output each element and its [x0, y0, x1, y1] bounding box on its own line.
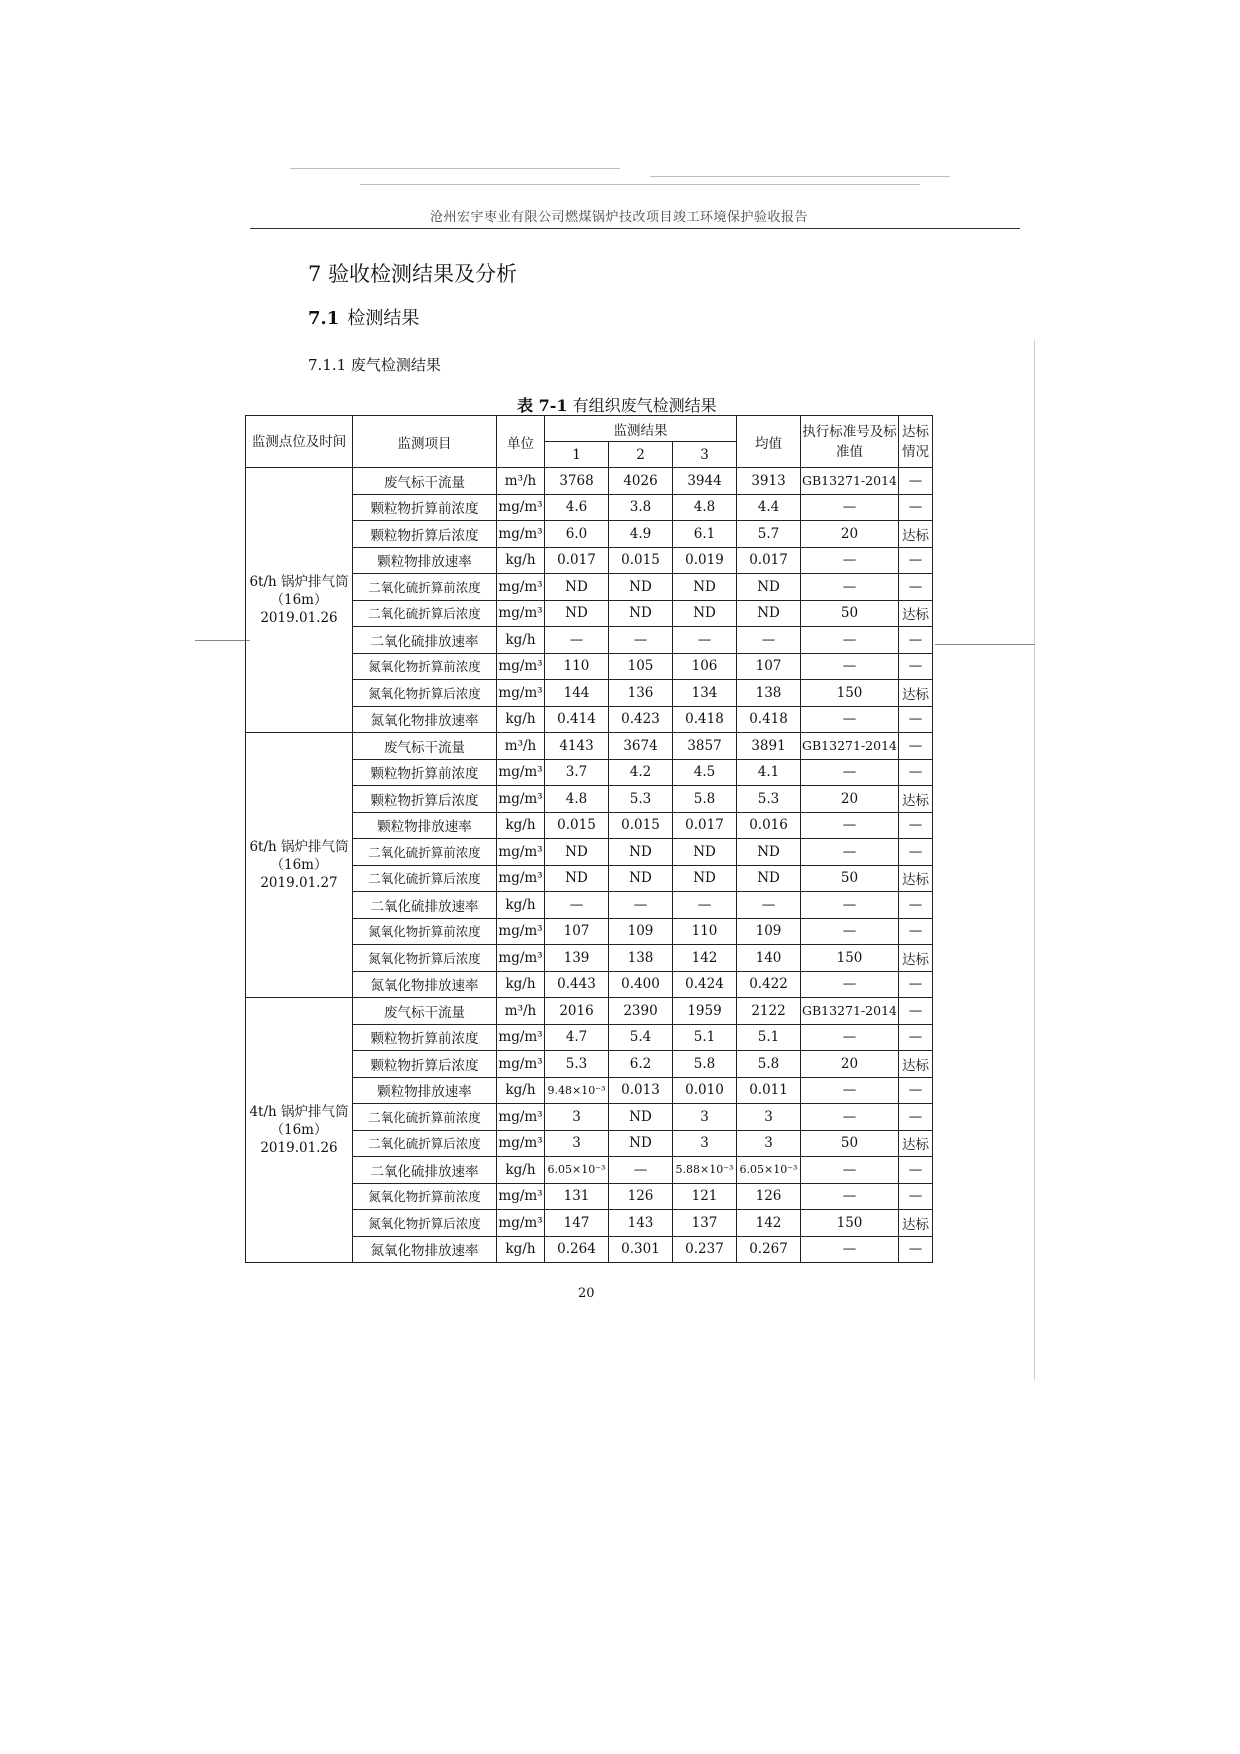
- unit-cell: kg/h: [497, 892, 545, 919]
- item-cell: 二氧化硫折算前浓度: [353, 839, 497, 866]
- run-1-cell: 9.48×10⁻³: [545, 1077, 609, 1104]
- table-row: [246, 468, 933, 495]
- unit-cell: m³/h: [497, 468, 545, 495]
- unit-cell: mg/m³: [497, 786, 545, 813]
- run-3-cell: 0.237: [673, 1236, 737, 1263]
- standard-cell: 150: [801, 680, 899, 707]
- run-1-cell: 2016: [545, 998, 609, 1025]
- item-cell: 颗粒物折算后浓度: [353, 786, 497, 813]
- run-1-cell: ND: [545, 839, 609, 866]
- mean-cell: 3: [737, 1104, 801, 1131]
- mean-cell: 0.422: [737, 971, 801, 998]
- mean-cell: 3891: [737, 733, 801, 760]
- run-3-cell: —: [673, 627, 737, 654]
- item-cell: 颗粒物排放速率: [353, 1077, 497, 1104]
- unit-cell: kg/h: [497, 1077, 545, 1104]
- run-2-cell: 105: [609, 653, 673, 680]
- run-2-cell: 5.3: [609, 786, 673, 813]
- scan-edge-dash: [195, 640, 250, 641]
- mean-cell: 0.016: [737, 812, 801, 839]
- standard-cell: GB13271-2014: [801, 468, 899, 495]
- run-2-cell: ND: [609, 574, 673, 601]
- run-3-cell: 3: [673, 1104, 737, 1131]
- status-cell: —: [899, 1024, 933, 1051]
- run-2-cell: 0.301: [609, 1236, 673, 1263]
- standard-cell: —: [801, 653, 899, 680]
- table-caption-number: 表 7-1: [517, 396, 568, 415]
- standard-cell: —: [801, 706, 899, 733]
- run-2-cell: 3.8: [609, 494, 673, 521]
- run-1-cell: 3768: [545, 468, 609, 495]
- run-1-cell: 4143: [545, 733, 609, 760]
- mean-cell: 0.267: [737, 1236, 801, 1263]
- run-2-cell: 0.015: [609, 547, 673, 574]
- header-rule: [250, 228, 1020, 229]
- scan-edge-dash: [935, 644, 1035, 645]
- unit-cell: kg/h: [497, 547, 545, 574]
- status-cell: —: [899, 759, 933, 786]
- standard-cell: —: [801, 892, 899, 919]
- standard-cell: 150: [801, 945, 899, 972]
- run-1-cell: 3.7: [545, 759, 609, 786]
- mean-cell: —: [737, 892, 801, 919]
- status-cell: —: [899, 1183, 933, 1210]
- status-cell: —: [899, 627, 933, 654]
- mean-cell: 109: [737, 918, 801, 945]
- unit-cell: mg/m³: [497, 574, 545, 601]
- run-2-cell: 2390: [609, 998, 673, 1025]
- item-cell: 颗粒物折算前浓度: [353, 1024, 497, 1051]
- item-cell: 氮氧化物折算前浓度: [353, 653, 497, 680]
- table-caption: [517, 393, 717, 416]
- standard-cell: —: [801, 918, 899, 945]
- item-cell: 氮氧化物排放速率: [353, 706, 497, 733]
- item-cell: 氮氧化物折算后浓度: [353, 680, 497, 707]
- unit-cell: mg/m³: [497, 494, 545, 521]
- mean-cell: 126: [737, 1183, 801, 1210]
- standard-cell: 20: [801, 786, 899, 813]
- status-cell: —: [899, 839, 933, 866]
- status-cell: 达标: [899, 1130, 933, 1157]
- status-cell: —: [899, 892, 933, 919]
- table-row: [246, 998, 933, 1025]
- unit-cell: mg/m³: [497, 1130, 545, 1157]
- run-3-cell: 1959: [673, 998, 737, 1025]
- run-1-cell: 4.6: [545, 494, 609, 521]
- standard-cell: —: [801, 1104, 899, 1131]
- item-cell: 颗粒物折算前浓度: [353, 759, 497, 786]
- run-1-cell: 131: [545, 1183, 609, 1210]
- header-status: 达标情况: [899, 416, 933, 468]
- run-3-cell: 137: [673, 1210, 737, 1237]
- run-3-cell: 0.019: [673, 547, 737, 574]
- unit-cell: mg/m³: [497, 839, 545, 866]
- run-2-cell: —: [609, 1157, 673, 1184]
- unit-cell: mg/m³: [497, 1104, 545, 1131]
- status-cell: 达标: [899, 865, 933, 892]
- run-3-cell: 0.010: [673, 1077, 737, 1104]
- mean-cell: 5.8: [737, 1051, 801, 1078]
- unit-cell: mg/m³: [497, 1210, 545, 1237]
- status-cell: —: [899, 998, 933, 1025]
- section-number: 7.1: [308, 308, 340, 329]
- table-body: [246, 468, 933, 1263]
- item-cell: 二氧化硫折算前浓度: [353, 574, 497, 601]
- run-2-cell: ND: [609, 839, 673, 866]
- standard-cell: —: [801, 812, 899, 839]
- mean-cell: 107: [737, 653, 801, 680]
- status-cell: —: [899, 1157, 933, 1184]
- scan-artifact-line: [360, 184, 920, 185]
- unit-cell: kg/h: [497, 971, 545, 998]
- unit-cell: mg/m³: [497, 865, 545, 892]
- standard-cell: 20: [801, 1051, 899, 1078]
- run-3-cell: 121: [673, 1183, 737, 1210]
- standard-cell: 20: [801, 521, 899, 548]
- run-1-cell: —: [545, 892, 609, 919]
- mean-cell: ND: [737, 839, 801, 866]
- item-cell: 颗粒物排放速率: [353, 812, 497, 839]
- header-results: 监测结果: [545, 416, 737, 442]
- unit-cell: kg/h: [497, 812, 545, 839]
- mean-cell: 0.011: [737, 1077, 801, 1104]
- mean-cell: 138: [737, 680, 801, 707]
- run-3-cell: 142: [673, 945, 737, 972]
- unit-cell: mg/m³: [497, 521, 545, 548]
- mean-cell: 0.017: [737, 547, 801, 574]
- run-1-cell: ND: [545, 574, 609, 601]
- run-2-cell: 5.4: [609, 1024, 673, 1051]
- unit-cell: mg/m³: [497, 653, 545, 680]
- run-2-cell: 109: [609, 918, 673, 945]
- status-cell: 达标: [899, 680, 933, 707]
- run-1-cell: 0.017: [545, 547, 609, 574]
- standard-cell: 50: [801, 1130, 899, 1157]
- status-cell: 达标: [899, 600, 933, 627]
- standard-cell: —: [801, 1236, 899, 1263]
- standard-cell: —: [801, 1183, 899, 1210]
- standard-cell: —: [801, 1157, 899, 1184]
- standard-cell: GB13271-2014: [801, 998, 899, 1025]
- run-3-cell: 3: [673, 1130, 737, 1157]
- header-run-3: 3: [673, 442, 737, 468]
- run-2-cell: 6.2: [609, 1051, 673, 1078]
- run-2-cell: 0.015: [609, 812, 673, 839]
- table-caption-title: 有组织废气检测结果: [572, 396, 717, 415]
- status-cell: —: [899, 547, 933, 574]
- item-cell: 二氧化硫折算后浓度: [353, 600, 497, 627]
- run-2-cell: 136: [609, 680, 673, 707]
- run-3-cell: ND: [673, 600, 737, 627]
- location-cell: 4t/h 锅炉排气筒（16m）2019.01.26: [246, 998, 353, 1263]
- run-1-cell: —: [545, 627, 609, 654]
- run-2-cell: 0.400: [609, 971, 673, 998]
- run-3-cell: 0.418: [673, 706, 737, 733]
- run-3-cell: 106: [673, 653, 737, 680]
- scan-artifact-line: [290, 168, 620, 169]
- mean-cell: 4.4: [737, 494, 801, 521]
- header-unit: 单位: [497, 416, 545, 468]
- mean-cell: 2122: [737, 998, 801, 1025]
- item-cell: 氮氧化物折算后浓度: [353, 945, 497, 972]
- running-header: 沧州宏宇枣业有限公司燃煤锅炉技改项目竣工环境保护验收报告: [430, 210, 809, 225]
- run-3-cell: —: [673, 892, 737, 919]
- run-3-cell: 5.1: [673, 1024, 737, 1051]
- item-cell: 二氧化硫折算前浓度: [353, 1104, 497, 1131]
- run-2-cell: 143: [609, 1210, 673, 1237]
- standard-cell: 50: [801, 865, 899, 892]
- run-3-cell: 6.1: [673, 521, 737, 548]
- unit-cell: kg/h: [497, 627, 545, 654]
- status-cell: 达标: [899, 945, 933, 972]
- run-2-cell: 138: [609, 945, 673, 972]
- mean-cell: ND: [737, 600, 801, 627]
- mean-cell: ND: [737, 865, 801, 892]
- item-cell: 废气标干流量: [353, 998, 497, 1025]
- location-cell: 6t/h 锅炉排气筒（16m）2019.01.27: [246, 733, 353, 998]
- status-cell: —: [899, 468, 933, 495]
- section-title: 检测结果: [347, 308, 420, 329]
- run-1-cell: 0.414: [545, 706, 609, 733]
- status-cell: —: [899, 1104, 933, 1131]
- status-cell: 达标: [899, 521, 933, 548]
- status-cell: —: [899, 971, 933, 998]
- item-cell: 氮氧化物折算前浓度: [353, 918, 497, 945]
- run-2-cell: ND: [609, 1104, 673, 1131]
- run-2-cell: 4.9: [609, 521, 673, 548]
- item-cell: 废气标干流量: [353, 733, 497, 760]
- run-3-cell: 4.8: [673, 494, 737, 521]
- run-3-cell: 5.8: [673, 786, 737, 813]
- run-1-cell: 0.443: [545, 971, 609, 998]
- run-3-cell: 0.424: [673, 971, 737, 998]
- status-cell: —: [899, 1236, 933, 1263]
- unit-cell: kg/h: [497, 706, 545, 733]
- emission-results-table: [245, 415, 933, 1263]
- run-2-cell: 126: [609, 1183, 673, 1210]
- run-2-cell: 0.013: [609, 1077, 673, 1104]
- standard-cell: 50: [801, 600, 899, 627]
- run-3-cell: 0.017: [673, 812, 737, 839]
- mean-cell: 5.1: [737, 1024, 801, 1051]
- mean-cell: 142: [737, 1210, 801, 1237]
- run-2-cell: ND: [609, 1130, 673, 1157]
- run-1-cell: 3: [545, 1104, 609, 1131]
- standard-cell: —: [801, 1024, 899, 1051]
- run-3-cell: 5.88×10⁻³: [673, 1157, 737, 1184]
- standard-cell: —: [801, 574, 899, 601]
- run-2-cell: 4026: [609, 468, 673, 495]
- unit-cell: mg/m³: [497, 1183, 545, 1210]
- mean-cell: 140: [737, 945, 801, 972]
- subsection-heading: 7.1.1 废气检测结果: [308, 356, 441, 374]
- run-3-cell: ND: [673, 574, 737, 601]
- item-cell: 颗粒物折算后浓度: [353, 1051, 497, 1078]
- run-1-cell: 147: [545, 1210, 609, 1237]
- status-cell: 达标: [899, 1051, 933, 1078]
- run-1-cell: 107: [545, 918, 609, 945]
- run-1-cell: 4.7: [545, 1024, 609, 1051]
- run-3-cell: ND: [673, 839, 737, 866]
- page-number: 20: [578, 1286, 595, 1301]
- run-2-cell: 3674: [609, 733, 673, 760]
- item-cell: 氮氧化物排放速率: [353, 971, 497, 998]
- run-1-cell: 139: [545, 945, 609, 972]
- status-cell: —: [899, 706, 933, 733]
- item-cell: 颗粒物折算后浓度: [353, 521, 497, 548]
- standard-cell: —: [801, 547, 899, 574]
- status-cell: —: [899, 1077, 933, 1104]
- unit-cell: kg/h: [497, 1157, 545, 1184]
- header-location: 监测点位及时间: [246, 416, 353, 468]
- status-cell: 达标: [899, 1210, 933, 1237]
- mean-cell: 3: [737, 1130, 801, 1157]
- item-cell: 二氧化硫排放速率: [353, 627, 497, 654]
- run-2-cell: 0.423: [609, 706, 673, 733]
- scan-edge-line: [1034, 340, 1035, 1380]
- item-cell: 二氧化硫排放速率: [353, 1157, 497, 1184]
- location-cell: 6t/h 锅炉排气筒（16m）2019.01.26: [246, 468, 353, 733]
- run-1-cell: 110: [545, 653, 609, 680]
- item-cell: 二氧化硫折算后浓度: [353, 1130, 497, 1157]
- item-cell: 二氧化硫排放速率: [353, 892, 497, 919]
- run-3-cell: 3857: [673, 733, 737, 760]
- item-cell: 颗粒物排放速率: [353, 547, 497, 574]
- mean-cell: 4.1: [737, 759, 801, 786]
- status-cell: —: [899, 733, 933, 760]
- run-1-cell: 6.05×10⁻³: [545, 1157, 609, 1184]
- header-mean: 均值: [737, 416, 801, 468]
- mean-cell: 5.3: [737, 786, 801, 813]
- mean-cell: 3913: [737, 468, 801, 495]
- mean-cell: —: [737, 627, 801, 654]
- run-2-cell: —: [609, 627, 673, 654]
- status-cell: —: [899, 812, 933, 839]
- status-cell: —: [899, 918, 933, 945]
- item-cell: 废气标干流量: [353, 468, 497, 495]
- run-1-cell: 144: [545, 680, 609, 707]
- unit-cell: m³/h: [497, 733, 545, 760]
- standard-cell: —: [801, 494, 899, 521]
- unit-cell: m³/h: [497, 998, 545, 1025]
- run-3-cell: 5.8: [673, 1051, 737, 1078]
- unit-cell: kg/h: [497, 1236, 545, 1263]
- unit-cell: mg/m³: [497, 918, 545, 945]
- unit-cell: mg/m³: [497, 759, 545, 786]
- run-1-cell: 0.264: [545, 1236, 609, 1263]
- run-1-cell: 3: [545, 1130, 609, 1157]
- run-3-cell: 134: [673, 680, 737, 707]
- run-1-cell: ND: [545, 865, 609, 892]
- standard-cell: —: [801, 627, 899, 654]
- run-1-cell: ND: [545, 600, 609, 627]
- run-3-cell: 4.5: [673, 759, 737, 786]
- table-row: [246, 733, 933, 760]
- unit-cell: mg/m³: [497, 600, 545, 627]
- run-1-cell: 6.0: [545, 521, 609, 548]
- mean-cell: 6.05×10⁻³: [737, 1157, 801, 1184]
- run-1-cell: 5.3: [545, 1051, 609, 1078]
- item-cell: 氮氧化物折算前浓度: [353, 1183, 497, 1210]
- table-header-row: [246, 416, 933, 442]
- run-3-cell: 110: [673, 918, 737, 945]
- mean-cell: ND: [737, 574, 801, 601]
- run-2-cell: ND: [609, 600, 673, 627]
- header-run-2: 2: [609, 442, 673, 468]
- header-run-1: 1: [545, 442, 609, 468]
- mean-cell: 5.7: [737, 521, 801, 548]
- standard-cell: —: [801, 839, 899, 866]
- header-item: 监测项目: [353, 416, 497, 468]
- run-3-cell: 3944: [673, 468, 737, 495]
- run-3-cell: ND: [673, 865, 737, 892]
- header-standard: 执行标准号及标准值: [801, 416, 899, 468]
- standard-cell: 150: [801, 1210, 899, 1237]
- unit-cell: mg/m³: [497, 1051, 545, 1078]
- item-cell: 颗粒物折算前浓度: [353, 494, 497, 521]
- chapter-title: 验收检测结果及分析: [328, 262, 518, 286]
- item-cell: 氮氧化物排放速率: [353, 1236, 497, 1263]
- status-cell: —: [899, 574, 933, 601]
- unit-cell: mg/m³: [497, 1024, 545, 1051]
- section-heading: [308, 304, 419, 330]
- standard-cell: —: [801, 1077, 899, 1104]
- run-2-cell: ND: [609, 865, 673, 892]
- standard-cell: —: [801, 759, 899, 786]
- chapter-heading: [308, 258, 517, 288]
- mean-cell: 0.418: [737, 706, 801, 733]
- unit-cell: mg/m³: [497, 680, 545, 707]
- unit-cell: mg/m³: [497, 945, 545, 972]
- run-1-cell: 4.8: [545, 786, 609, 813]
- item-cell: 氮氧化物折算后浓度: [353, 1210, 497, 1237]
- status-cell: —: [899, 494, 933, 521]
- chapter-number: 7: [308, 262, 322, 286]
- scan-artifact-line: [650, 176, 950, 177]
- item-cell: 二氧化硫折算后浓度: [353, 865, 497, 892]
- standard-cell: —: [801, 971, 899, 998]
- status-cell: —: [899, 653, 933, 680]
- status-cell: 达标: [899, 786, 933, 813]
- run-2-cell: —: [609, 892, 673, 919]
- run-2-cell: 4.2: [609, 759, 673, 786]
- run-1-cell: 0.015: [545, 812, 609, 839]
- standard-cell: GB13271-2014: [801, 733, 899, 760]
